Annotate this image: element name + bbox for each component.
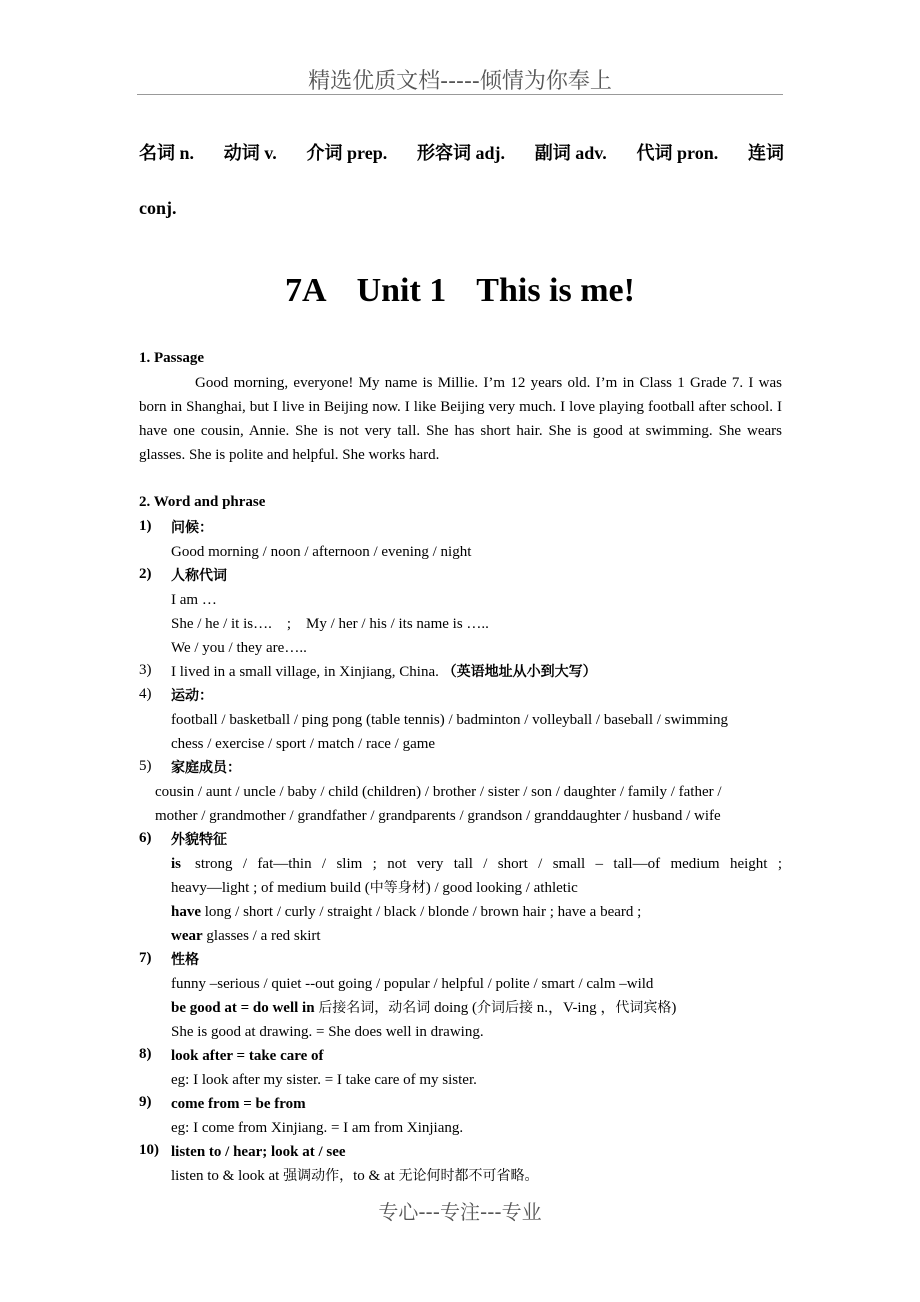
item-heading: 运动： (171, 688, 213, 704)
build-text: heavy—light ; of medium build ( (171, 880, 370, 896)
item-line: Good morning / noon / afternoon / evening / night (171, 544, 472, 560)
title-grade: 7A (285, 272, 327, 309)
item-line: She is good at drawing. = She does well in drawing. (171, 1024, 484, 1040)
keyword-wear: wear (171, 928, 203, 944)
item-line (171, 1164, 782, 1188)
item-line (171, 852, 782, 876)
item-number: 3) (139, 662, 152, 678)
build-note: 中等身材 (369, 880, 426, 896)
parts-of-speech-line (139, 139, 784, 165)
grammar-text-1: doing ( (430, 1000, 477, 1016)
item-heading: 性格 (171, 952, 199, 968)
item-number: 7) (139, 950, 152, 966)
item-number: 10) (139, 1142, 159, 1158)
title-name: This is me! (476, 272, 635, 309)
title-unit: Unit 1 (356, 272, 447, 309)
item-heading: 人称代词 (171, 568, 227, 584)
item-line: football / basketball / ping pong (table tennis) / badminton / volleyball / baseball / swimming (171, 712, 728, 728)
item-heading: look after = take care of (171, 1048, 324, 1064)
grammar-note-2: 介词后接 (476, 1000, 533, 1016)
item-number: 4) (139, 686, 152, 702)
have-list: long / short / curly / straight / black / blonde / brown hair ; have a beard ; (201, 904, 642, 920)
address-sentence: I lived in a small village, in Xinjiang, China. (171, 664, 439, 680)
to-at-text: to & at (353, 1168, 399, 1184)
item-line: We / you / they are….. (171, 640, 307, 656)
item-line (171, 660, 782, 684)
item-line: chess / exercise / sport / match / race / game (171, 736, 436, 752)
listen-look-text: listen to & look at (171, 1168, 284, 1184)
pos-adverb: 副词 adv. (534, 143, 607, 163)
item-line (171, 876, 782, 900)
page-header: 精选优质文档-----倾情为你奉上 (308, 69, 612, 94)
item-line: eg: I look after my sister. = I take care of my sister. (171, 1072, 477, 1088)
item-line: I am … (171, 592, 217, 608)
keyword-have: have (171, 904, 201, 920)
item-line: She / he / it is…. ; My / her / his / its name is ….. (171, 616, 489, 632)
pos-preposition: 介词 prep. (306, 143, 388, 163)
grammar-note-3: 代词宾格 (615, 1000, 672, 1016)
grammar-text-2: n.，V-ing ， (532, 1000, 616, 1016)
item-heading: listen to / hear; look at / see (171, 1144, 346, 1160)
pos-noun: 名词 n. (139, 143, 195, 163)
keyword-is: is (171, 856, 182, 872)
item-number: 9) (139, 1094, 152, 1110)
emphasis-note: 强调动作， (283, 1168, 354, 1184)
wear-list: glasses / a red skirt (202, 928, 321, 944)
item-line (171, 996, 782, 1020)
grammar-note-1: 后接名词，动名词 (318, 1000, 431, 1016)
omission-note: 无论何时都不可省略。 (398, 1168, 539, 1184)
phrase-be-good-at: be good at = do well in (171, 1000, 315, 1016)
item-number: 1) (139, 518, 152, 534)
item-line: mother / grandmother / grandfather / grandparents / grandson / granddaughter / husband / wife (155, 808, 721, 824)
parts-of-speech-line-2: conj. (139, 198, 177, 218)
pos-verb: 动词 v. (223, 143, 277, 163)
section-word-phrase-heading: 2. Word and phrase (139, 494, 266, 510)
item-heading: 家庭成员： (171, 760, 241, 776)
section-passage-heading: 1. Passage (139, 350, 204, 366)
grammar-text-3: ) (671, 1000, 677, 1016)
passage-text: Good morning, everyone! My name is Millie. I’m 12 years old. I’m in Class 1 Grade 7. I was born in Shanghai, but I live in Beijing now. I like Beijing very much. I love playing football after school. I have one cousin, Annie. She is not very tall. She has short hair. She is good at swimming. She wears glasses. She is polite and helpful. She works hard. (139, 375, 782, 463)
item-number: 2) (139, 566, 152, 582)
header-divider (137, 94, 783, 95)
item-line: funny –serious / quiet --out going / popular / helpful / polite / smart / calm –wild (171, 976, 654, 992)
pos-pronoun: 代词 pron. (636, 143, 719, 163)
item-line: eg: I come from Xinjiang. = I am from Xinjiang. (171, 1120, 464, 1136)
build-text-end: ) / good looking / athletic (425, 880, 578, 896)
item-line (171, 900, 782, 924)
pos-conjunction: 连词 (747, 143, 784, 163)
unit-title (0, 272, 920, 310)
item-heading: come from = be from (171, 1096, 306, 1112)
item-heading: 问候： (171, 520, 213, 536)
item-number: 5) (139, 758, 152, 774)
item-heading: 外貌特征 (171, 832, 227, 848)
page-footer: 专心---专注---专业 (378, 1200, 542, 1224)
item-line: cousin / aunt / uncle / baby / child (children) / brother / sister / son / daughter / family / father / (155, 784, 722, 800)
item-line (171, 924, 782, 948)
item-number: 6) (139, 830, 152, 846)
pos-adjective: 形容词 adj. (416, 143, 505, 163)
address-note: （英语地址从小到大写） (442, 664, 597, 680)
item-number: 8) (139, 1046, 152, 1062)
appearance-is-list: strong / fat—thin / slim ; not very tall / short / small – tall—of medium height ; (195, 856, 782, 872)
